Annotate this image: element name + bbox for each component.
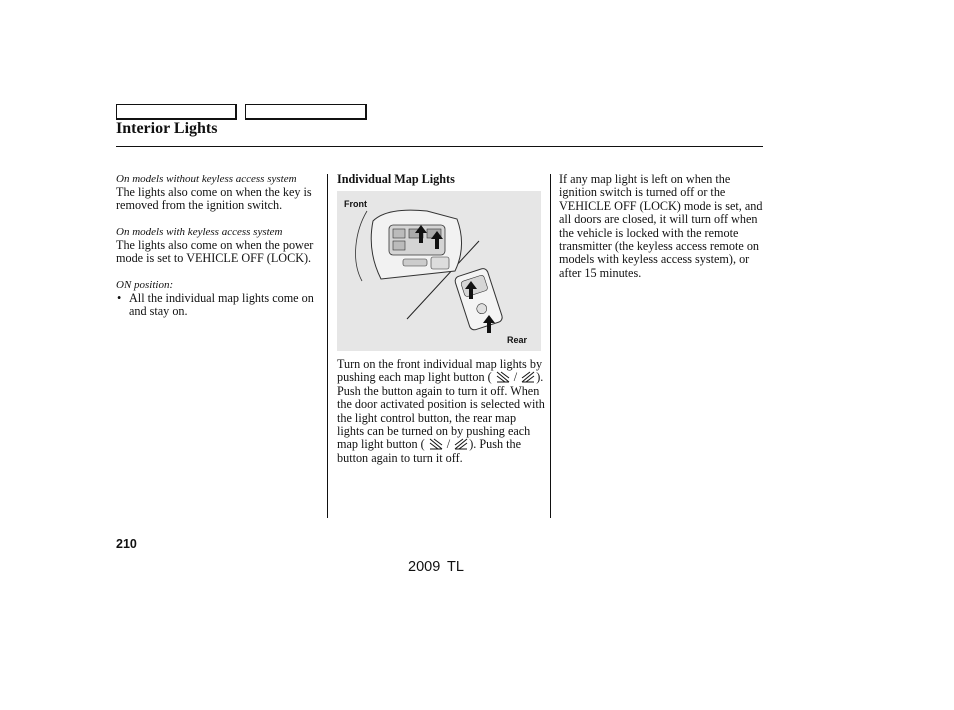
- figure-label-front: Front: [344, 199, 367, 209]
- paragraph-keyless: The lights also come on when the power mode is set to VEHICLE OFF (LOCK).: [116, 237, 314, 266]
- page-number: 210: [116, 537, 137, 551]
- column-3: [559, 173, 765, 280]
- bullet-text: All the individual map lights come on and stay on.: [129, 290, 314, 319]
- condition-no-keyless: On models without keyless access system: [116, 173, 297, 185]
- header-tab-box-right: [245, 104, 367, 120]
- condition-on-position: ON position:: [116, 278, 174, 291]
- map-lights-illustration: [337, 191, 541, 351]
- column-1: [116, 173, 320, 318]
- bullet-dot-icon: •: [117, 290, 122, 305]
- figure-label-rear: Rear: [506, 335, 527, 345]
- footer-model: 2009 TL: [408, 559, 464, 575]
- rear-light-unit: [454, 267, 504, 331]
- condition-keyless: On models with keyless access system: [116, 225, 283, 238]
- map-light-left-icon: [428, 438, 444, 450]
- map-lights-figure: [337, 191, 541, 351]
- paragraph-no-keyless: The lights also come on when the key is removed from the ignition switch.: [116, 185, 312, 213]
- header-tab-box-left: [116, 104, 237, 120]
- column-divider-2: [550, 174, 551, 518]
- map-light-right-icon: [520, 371, 536, 383]
- map-light-left-icon: [495, 371, 511, 383]
- section-title: Interior Lights: [116, 120, 218, 137]
- map-lights-instructions: [337, 358, 545, 465]
- auto-off-paragraph: If any map light is left on when the ignition switch is turned off or the VEHICLE OFF (LOCK) mode is set, and all doors are closed, it will turn off when the vehicle is locked with the remote transmitter (the keyless access remote on models with keyless access system), or after 15 minutes.: [559, 172, 763, 280]
- map-light-right-icon: [453, 438, 469, 450]
- map-lights-heading: Individual Map Lights: [337, 172, 455, 186]
- column-2: [337, 173, 545, 186]
- bullet-item: [116, 292, 320, 319]
- column-divider-1: [327, 174, 328, 518]
- headliner-curve: [356, 211, 367, 281]
- instructions-paragraph: Turn on the front individual map lights by pushing each map light button ( / ). Push the button again to turn it off. When the door activated position is selected with the light control button, the rear map lights can be turned on by pushing each map light button ( / ). Push the button again to turn it off.: [337, 357, 545, 465]
- title-rule: [116, 146, 763, 147]
